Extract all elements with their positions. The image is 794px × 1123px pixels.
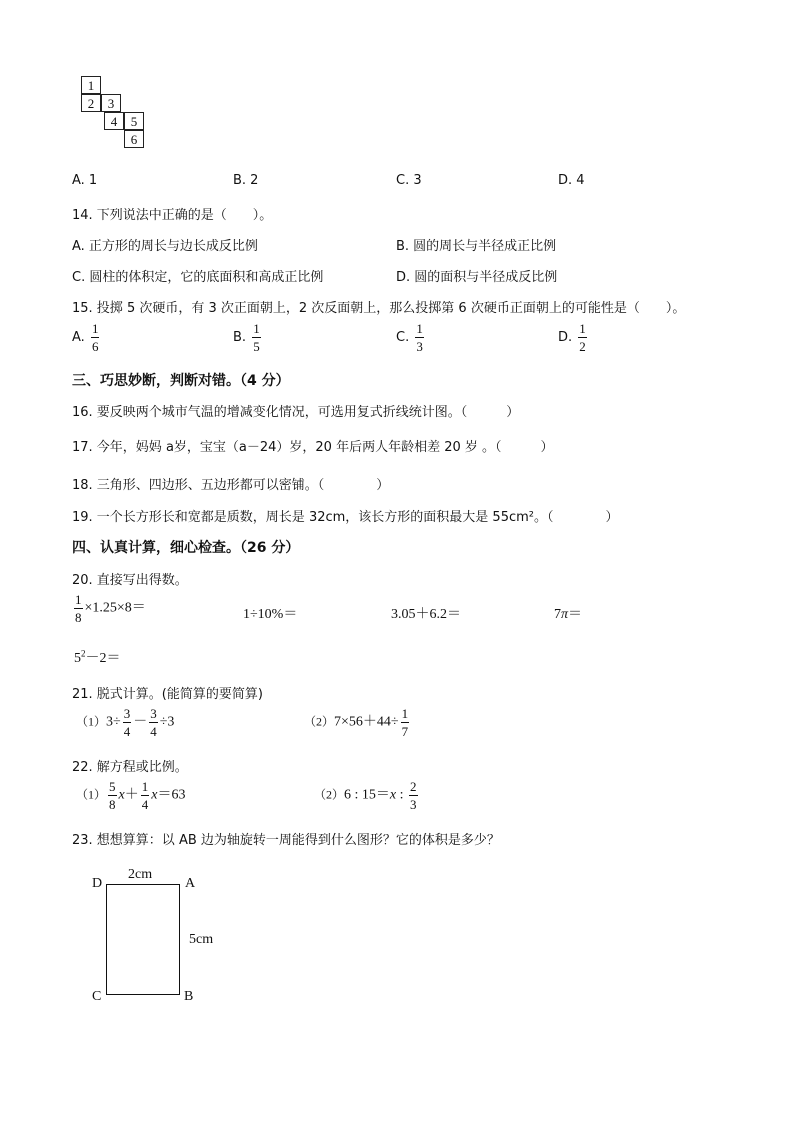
- q13-option-a[interactable]: A. 1: [72, 173, 98, 188]
- q14-option-a[interactable]: A. 正方形的周长与边长成反比例: [72, 239, 258, 254]
- q17-text: 17. 今年，妈妈 a岁，宝宝（a－24）岁，20 年后两人年龄相差 20 岁 。（ ）: [72, 440, 554, 455]
- section-4-title: 四、认真计算，细心检查。（26 分）: [72, 540, 300, 556]
- q15-option-c[interactable]: [396, 322, 426, 353]
- net-cell-4: 4: [104, 112, 124, 130]
- net-cell-5: 5: [124, 112, 144, 130]
- top-dimension-label: 2cm: [128, 867, 153, 882]
- q22-stem: 22. 解方程或比例。: [72, 760, 188, 775]
- rectangle-abcd: [106, 884, 180, 995]
- q15-option-b-label: B.: [233, 330, 247, 345]
- section-3-title: 三、巧思妙断，判断对错。（4 分）: [72, 373, 290, 389]
- q15-option-b-fraction: $\frac{1}{5}$: [253, 321, 260, 354]
- q13-option-c[interactable]: C. 3: [396, 173, 422, 188]
- corner-label-a: A: [185, 876, 196, 891]
- q15-option-b[interactable]: [233, 322, 263, 353]
- q15-option-a-label: A.: [72, 330, 85, 345]
- q18-text: 18. 三角形、四边形、五边形都可以密铺。（ ）: [72, 478, 390, 493]
- q22-part-1: （1） $\frac{5}{8}$ x＋ $\frac{1}{4}$ x＝63: [76, 779, 186, 812]
- q23-stem: 23. 想想算算：以 AB 边为轴旋转一周能得到什么图形？它的体积是多少？: [72, 833, 500, 848]
- q14-stem: 14. 下列说法中正确的是（ ）。: [72, 208, 273, 223]
- q20-expr-3: 3.05＋6.2＝: [391, 607, 461, 622]
- q15-stem: 15. 投掷 5 次硬币，有 3 次正面朝上，2 次反面朝上，那么投掷第 6 次硬币正面朝上的可能性是（ ）。: [72, 301, 686, 316]
- q20-expr-4: 7π＝: [554, 607, 583, 622]
- q14-option-c[interactable]: C. 圆柱的体积定，它的底面积和高成正比例: [72, 270, 324, 285]
- q21-stem: 21. 脱式计算。(能简算的要简算): [72, 687, 263, 702]
- corner-label-c: C: [92, 989, 102, 1004]
- q19-text: 19. 一个长方形长和宽都是质数，周长是 32cm，该长方形的面积最大是 55cm²。（ ）: [72, 510, 619, 525]
- q15-option-a[interactable]: [72, 322, 101, 353]
- q15-option-d[interactable]: [558, 322, 589, 353]
- net-cell-1: 1: [81, 76, 101, 94]
- q13-option-b[interactable]: B. 2: [233, 173, 259, 188]
- q16-text: 16. 要反映两个城市气温的增减变化情况，可选用复式折线统计图。（ ）: [72, 405, 520, 420]
- q21-part-2: （2）7×56＋44÷ $\frac{1}{7}$: [304, 706, 409, 739]
- side-dimension-label: 5cm: [189, 932, 214, 947]
- q15-option-c-label: C.: [396, 330, 410, 345]
- q22-part-2: （2）6 : 15＝x : $\frac{2}{3}$: [314, 779, 417, 812]
- q14-option-b[interactable]: B. 圆的周长与半径成正比例: [396, 239, 557, 254]
- q20-stem: 20. 直接写出得数。: [72, 573, 188, 588]
- corner-label-b: B: [184, 989, 194, 1004]
- q13-option-d[interactable]: D. 4: [558, 173, 585, 188]
- corner-label-d: D: [92, 876, 103, 891]
- q20-expr-1: $\frac{1}{8}$ ×1.25×8＝: [75, 592, 146, 625]
- q15-option-c-fraction: $\frac{1}{3}$: [416, 321, 423, 354]
- q21-part-1: （1）3÷ $\frac{3}{4}$ － $\frac{3}{4}$ ÷3: [76, 706, 175, 739]
- q15-option-d-label: D.: [558, 330, 573, 345]
- q14-option-d[interactable]: D. 圆的面积与半径成反比例: [396, 270, 558, 285]
- net-cell-6: 6: [124, 130, 144, 148]
- net-cell-3: 3: [101, 94, 121, 112]
- q20-expr-5: $5^2-2=$: [74, 648, 121, 666]
- q15-option-a-fraction: $\frac{1}{6}$: [91, 321, 99, 354]
- net-cell-2: 2: [81, 94, 101, 112]
- q15-option-d-fraction: $\frac{1}{2}$: [579, 321, 586, 354]
- q20-expr-2: 1÷10%＝: [243, 607, 298, 622]
